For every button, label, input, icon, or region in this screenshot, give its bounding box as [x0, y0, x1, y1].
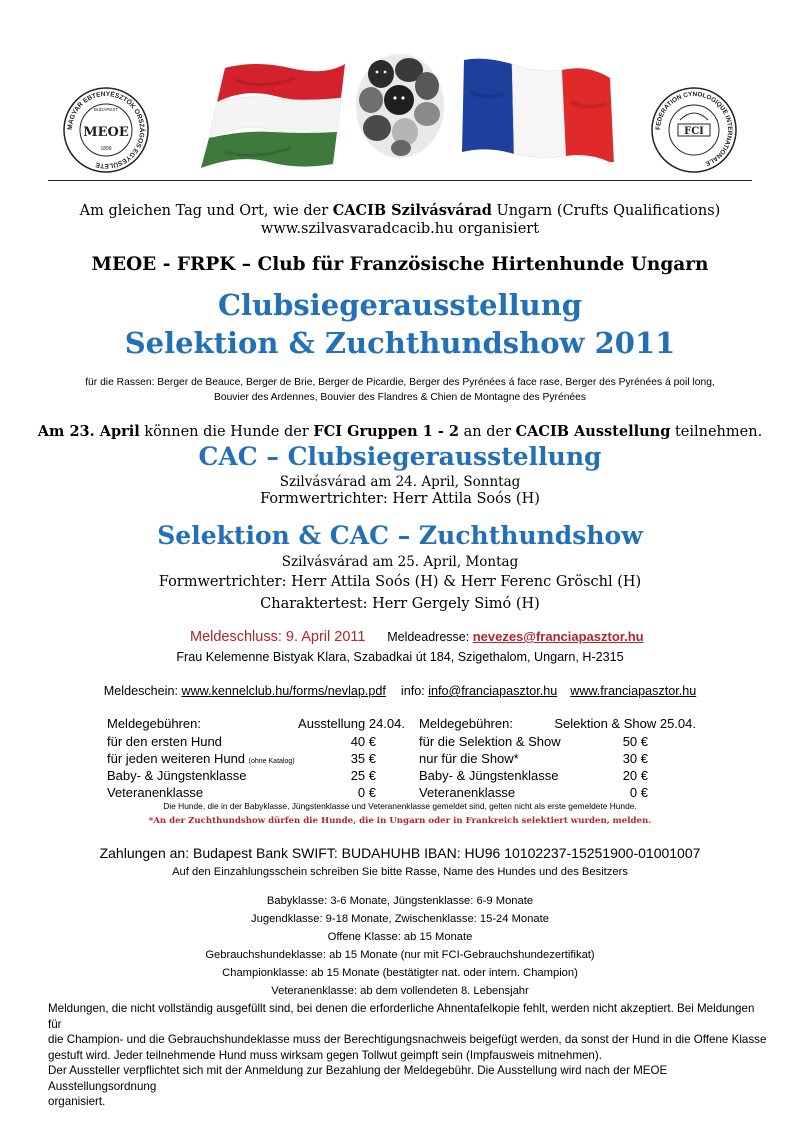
fci-seal-mark: FCI — [684, 126, 704, 137]
breeds-line-2: Bouvier des Ardennes, Bouvier des Flandres & Chien de Montagne des Pyrénées — [213, 392, 587, 403]
fees-note: Die Hunde, die in der Babyklasse, Jüngstenklasse und Veteranenklasse gemeldet sind, gelten nicht als erste gemeldete Hunde. — [163, 801, 637, 811]
class-line: Offene Klasse: ab 15 Monate — [327, 931, 473, 943]
cac-show-place: Szilvásvárad am 24. April, Sonntag — [279, 474, 521, 490]
class-line: Jugendklasse: 9-18 Monate, Zwischenklasse: 15-24 Monate — [251, 913, 549, 925]
class-line: Babyklasse: 3-6 Monate, Jüngstenklasse: 6-9 Monate — [266, 895, 534, 907]
france-flag — [458, 52, 620, 162]
selection-show-judges: Formwertrichter: Herr Attila Soós (H) & Herr Ferenc Gröschl (H) — [158, 574, 642, 590]
entry-email-link[interactable]: nevezes@franciapasztor.hu — [472, 629, 644, 644]
fees-right-row-value: 50 € — [622, 734, 648, 749]
fees-left-row-value: 0 € — [357, 785, 376, 800]
hungary-flag — [195, 60, 355, 170]
april-23-notice: Am 23. April können die Hunde der FCI Gruppen 1 - 2 an der CACIB Ausstellung teilnehmen. — [37, 423, 763, 440]
fees-left-row-value: 40 € — [350, 734, 376, 749]
fees-left-header-value: Ausstellung 24.04. — [298, 716, 405, 731]
character-test-judge: Charaktertest: Herr Gergely Simó (H) — [260, 596, 540, 612]
selection-show-place: Szilvásvárad am 25. April, Montag — [281, 554, 519, 570]
entry-deadline: Meldeschluss: 9. April 2011 — [190, 629, 366, 645]
meoe-seal-logo — [62, 86, 150, 174]
info-email-link[interactable]: info@franciapasztor.hu — [428, 684, 558, 698]
class-line: Veteranenklasse: ab dem vollendeten 8. Lebensjahr — [271, 985, 529, 997]
fees-right-row-value: 0 € — [629, 785, 648, 800]
entry-form-row: Meldeschein: www.kennelclub.hu/forms/nevlap.pdf info: info@franciapasztor.hu www.franciapasztor.hu — [103, 684, 697, 698]
breeds-line-1: für die Rassen: Berger de Beauce, Berger de Brie, Berger de Picardie, Berger des Pyrénées á face rase, Berger des Pyrénées á poil long, — [85, 377, 715, 388]
fees-right-row-value: 30 € — [622, 751, 648, 766]
meoe-seal-city: BUDAPEST — [93, 107, 119, 112]
selection-show-title: Selektion & CAC – Zuchthundshow — [157, 521, 643, 550]
fees-right-header-value: Selektion & Show 25.04. — [554, 716, 696, 731]
fees-left-row-label: Baby- & Jüngstenklasse — [107, 768, 247, 783]
class-line: Gebrauchshundeklasse: ab 15 Monate (nur mit FCI-Gebrauchshundezertifikat) — [205, 949, 595, 961]
intro-line-1: Am gleichen Tag und Ort, wie der CACIB Szilvásvárad Ungarn (Crufts Qualifications) — [79, 202, 721, 219]
main-title-1: Clubsiegerausstellung — [217, 288, 583, 322]
entry-form-link[interactable]: www.kennelclub.hu/forms/nevlap.pdf — [181, 684, 386, 698]
entry-deadline-row — [190, 628, 644, 645]
main-title-2: Selektion & Zuchthundshow 2011 — [124, 326, 676, 360]
fees-star-note: *An der Zuchthundshow dürfen die Hunde, die in Ungarn oder in Frankreich selektiert wurden, melden. — [148, 816, 652, 826]
fees-left-header-label: Meldegebühren: — [107, 716, 201, 731]
footer-terms: Meldungen, die nicht vollständig ausgefüllt sind, bei denen die erforderliche Ahnentafelkopie fehlt, werden nicht akzeptiert. Bei Meldungen für die Champion- und die Gebrauchshundeklasse muss der Berechtigungsnachweis beigefügt werden, da sonst der Hund in die Offene Klasse gestuft wird. Jeder teilnehmende Hund muss wirksam gegen Tollwut geimpft sein (Impfausweis mitnehmen). Der Aussteller verpflichtet sich mit der Anmeldung zur Bezahlung der Meldegebühr. Die Ausstellung wird nach der MEOE Ausstellungsordnung organisiert. — [48, 1002, 767, 1108]
payment-note: Auf den Einzahlungsschein schreiben Sie bitte Rasse, Name des Hundes und des Besitzers — [172, 866, 628, 878]
fees-right-row-value: 20 € — [622, 768, 648, 783]
class-line: Championklasse: ab 15 Monate (bestätigter nat. oder intern. Champion) — [222, 967, 578, 979]
fees-right-row-label: für die Selektion & Show — [419, 734, 561, 749]
club-title: MEOE - FRPK – Club für Französische Hirtenhunde Ungarn — [91, 254, 709, 275]
fees-right-row-label: nur für die Show* — [419, 751, 519, 766]
meoe-seal-mark: MEOE — [83, 125, 129, 140]
website-link[interactable]: www.franciapasztor.hu — [570, 684, 697, 698]
cac-show-title: CAC – Clubsiegerausstellung — [198, 442, 602, 471]
cac-show-judge: Formwertrichter: Herr Attila Soós (H) — [260, 491, 540, 507]
fees-left-row-label: Veteranenklasse — [107, 785, 204, 800]
header-divider — [48, 180, 752, 181]
fees-right-header-label: Meldegebühren: — [419, 716, 513, 731]
fees-left-row-value: 35 € — [350, 751, 376, 766]
fees-left-row-value: 25 € — [350, 768, 376, 783]
fees-right-row-label: Veteranenklasse — [419, 785, 516, 800]
payment-line: Zahlungen an: Budapest Bank SWIFT: BUDAHUHB IBAN: HU96 10102237-15251900-01001007 — [99, 845, 701, 861]
fci-seal-text: FEDERATION CYNOLOGIQUE INTERNATIONALE — [654, 90, 734, 167]
fees-left-row-label: für jeden weiteren Hund (ohne Katalog) — [107, 751, 295, 766]
fees-right-row-label: Baby- & Jüngstenklasse — [419, 768, 559, 783]
entry-address-label: Meldeadresse: — [387, 630, 473, 644]
dog-breeds-collage — [355, 52, 445, 160]
meoe-seal-year: 1899 — [100, 146, 112, 152]
fees-left-row-label: für den ersten Hund — [107, 734, 222, 749]
intro-line-2: www.szilvasvaradcacib.hu organisiert — [260, 221, 540, 237]
fci-seal-logo — [650, 86, 738, 174]
entry-postal-address: Frau Kelemenne Bistyak Klara, Szabadkai út 184, Szigethalom, Ungarn, H-2315 — [176, 650, 624, 664]
meoe-seal-text: MAGYAR EBTENYÉSZTŐK ORSZÁGOS EGYESÜLETE — [66, 90, 146, 170]
